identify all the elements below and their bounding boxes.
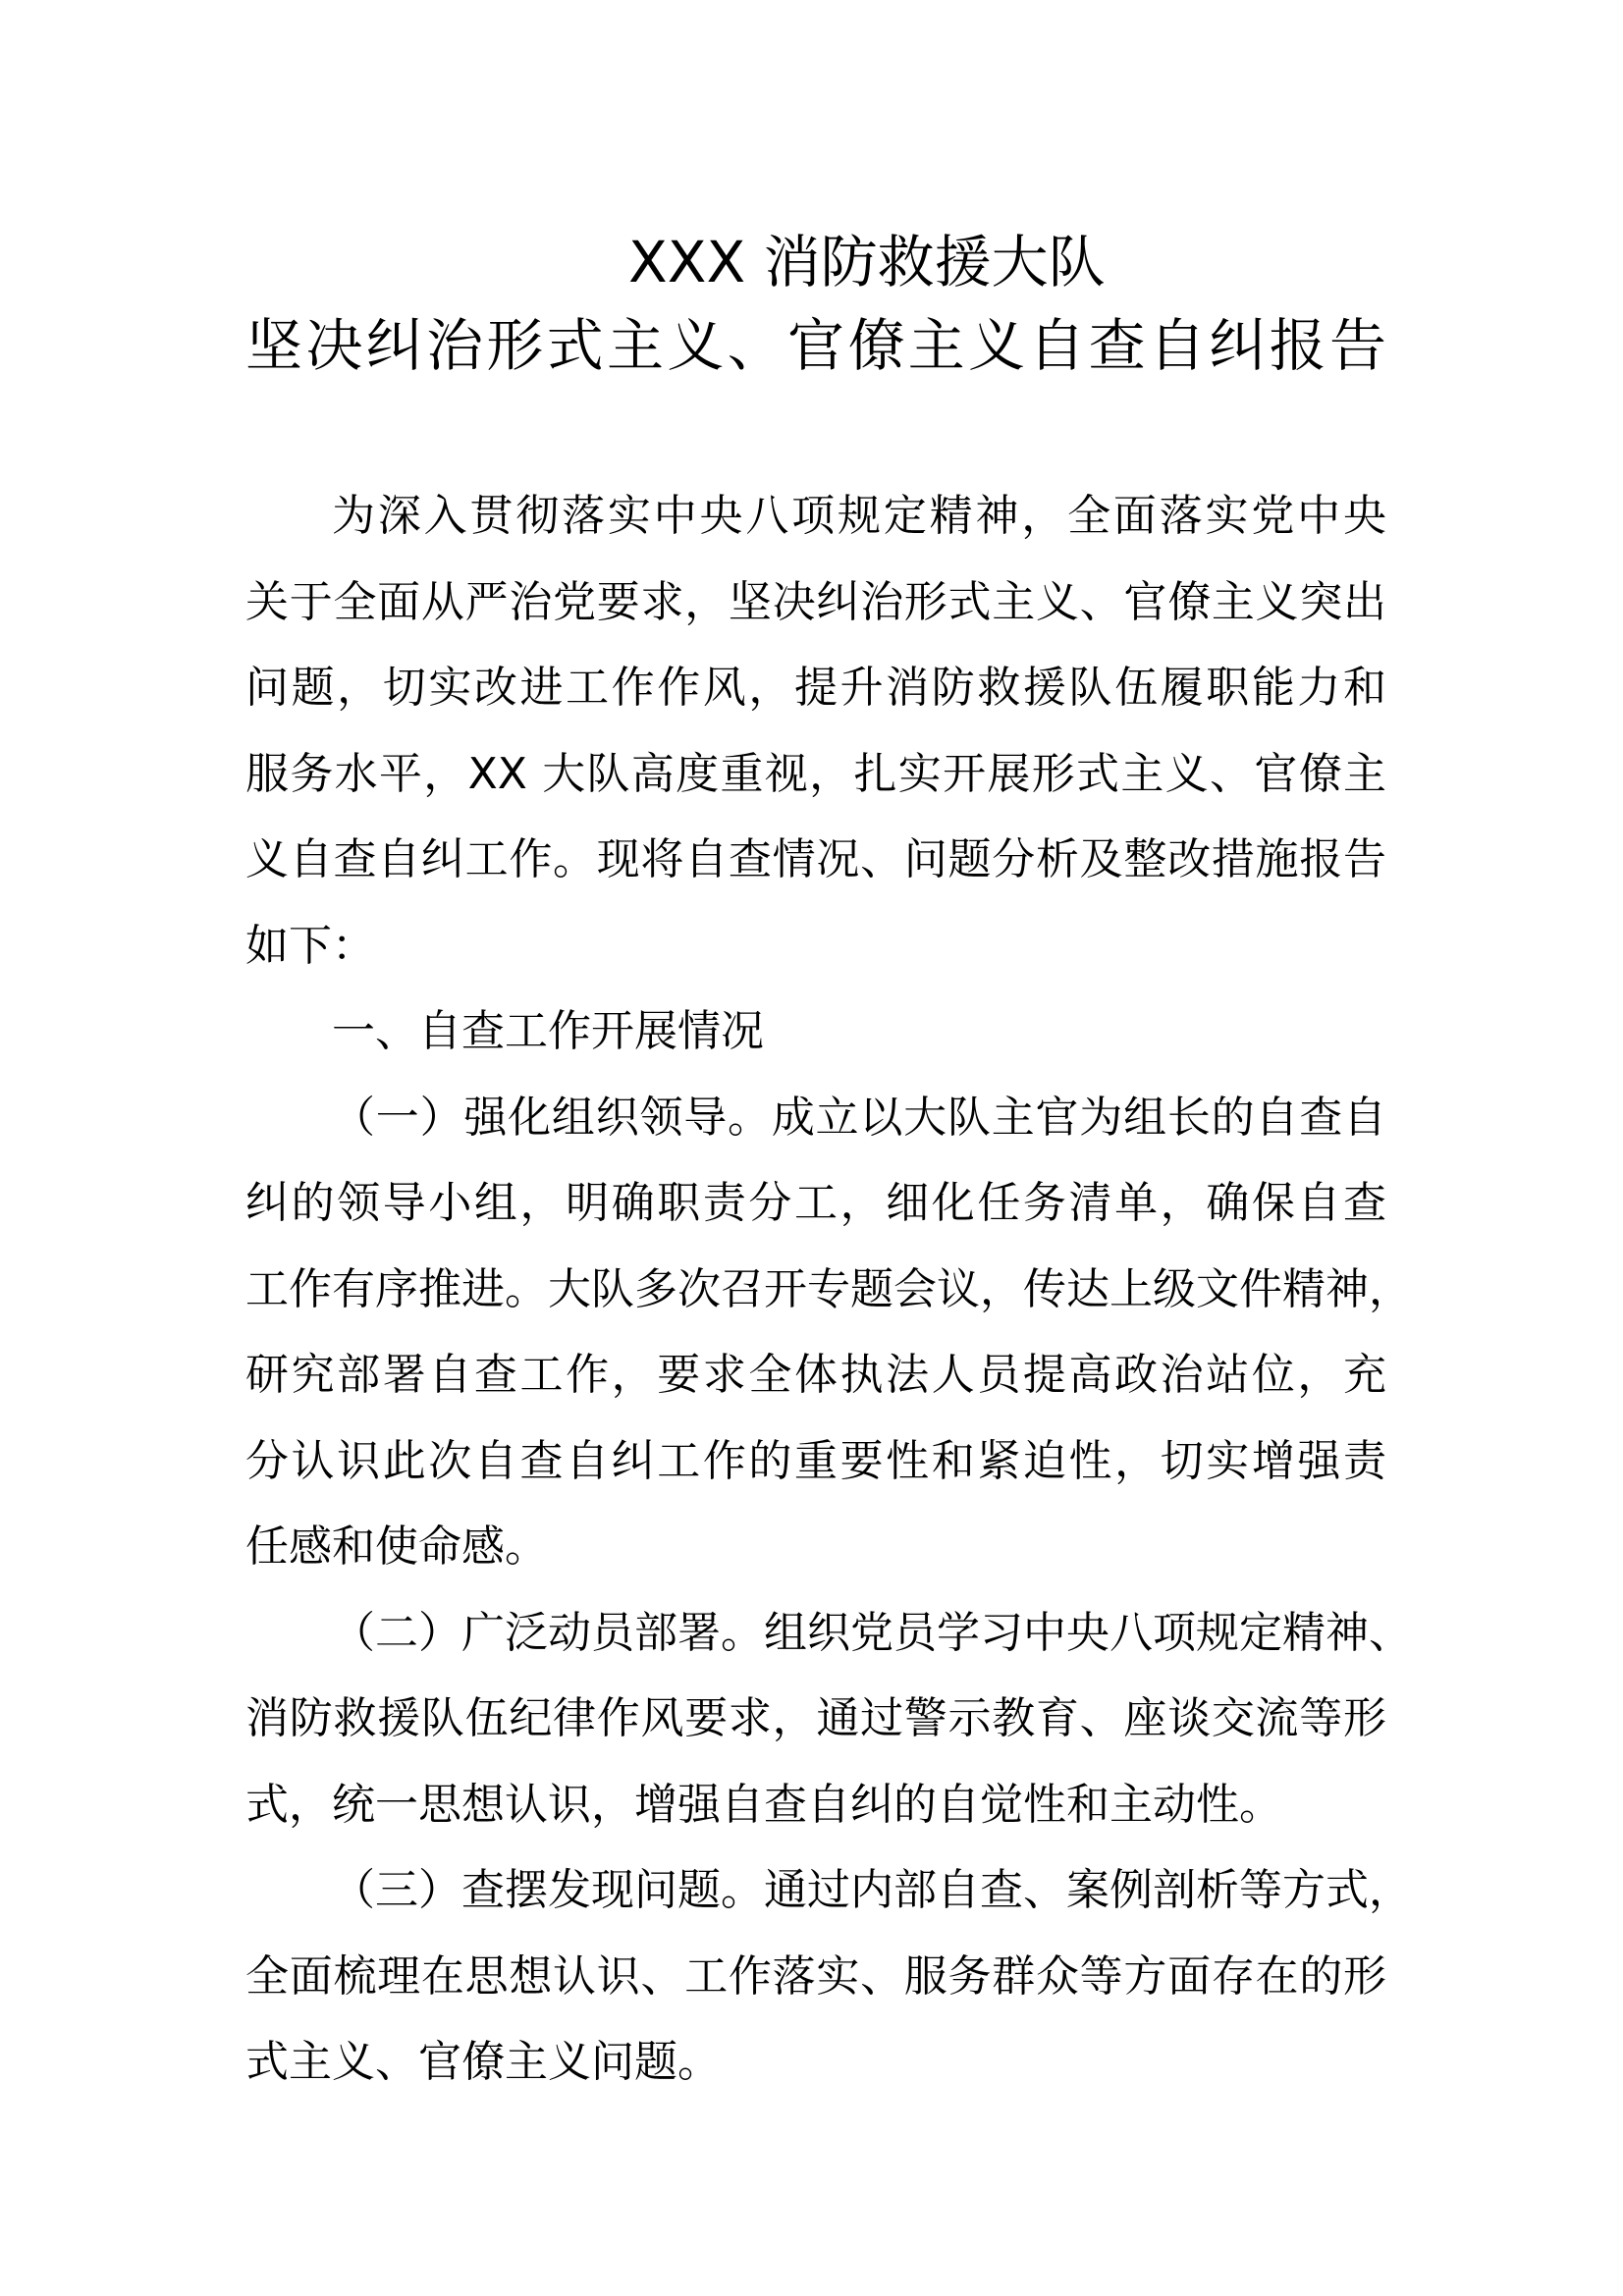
paragraph: [245, 1590, 1412, 1848]
text-line: 义自查自纠工作。现将自查情况、问题分析及整改措施报告: [245, 834, 1386, 884]
text-line: 分认识此次自查自纠工作的重要性和紧迫性，切实增强责: [245, 1435, 1386, 1486]
text-line: 为深入贯彻落实中央八项规定精神，全面落实党中央: [332, 491, 1386, 541]
text-line: 全面梳理在思想认识、工作落实、服务群众等方面存在的形: [245, 1950, 1386, 2002]
section-heading: [245, 988, 1386, 1075]
text-line: 一、自查工作开展情况: [332, 1006, 764, 1056]
text-line: 纠的领导小组，明确职责分工，细化任务清单，确保自查: [245, 1178, 1386, 1228]
document-body: [245, 473, 1412, 2106]
text-line: （一）强化组织领导。成立以大队主官为组长的自查自: [332, 1092, 1386, 1143]
paragraph: [245, 1847, 1412, 2106]
text-line: 式，统一思想认识，增强自查自纠的自觉性和主动性。: [245, 1779, 1282, 1830]
text-line: 关于全面从严治党要求，坚决纠治形式主义、官僚主义突出: [245, 576, 1386, 627]
document-title-line1: XXX 消防救援大队: [628, 229, 1106, 295]
paragraph: [245, 473, 1386, 988]
text-line: 服务水平，XX 大队高度重视，扎实开展形式主义、官僚主: [245, 748, 1386, 799]
text-line: 如下：: [245, 920, 375, 971]
text-line: 问题，切实改进工作作风，提升消防救援队伍履职能力和: [245, 663, 1386, 713]
document-title-line2: 坚决纠治形式主义、官僚主义自查自纠报告: [245, 312, 1386, 379]
paragraph: [245, 1075, 1412, 1590]
text-line: （二）广泛动员部署。组织党员学习中央八项规定精神、: [332, 1607, 1412, 1658]
text-line: 研究部署自查工作，要求全体执法人员提高政治站位，充: [245, 1350, 1386, 1400]
text-line: 消防救援队伍纪律作风要求，通过警示教育、座谈交流等形: [245, 1693, 1386, 1743]
text-line: 式主义、官僚主义问题。: [245, 2037, 721, 2087]
text-line: （三）查摆发现问题。通过内部自查、案例剖析等方式，: [332, 1865, 1412, 1915]
text-line: 工作有序推进。大队多次召开专题会议，传达上级文件精神，: [245, 1263, 1412, 1314]
text-line: 任感和使命感。: [245, 1522, 548, 1572]
